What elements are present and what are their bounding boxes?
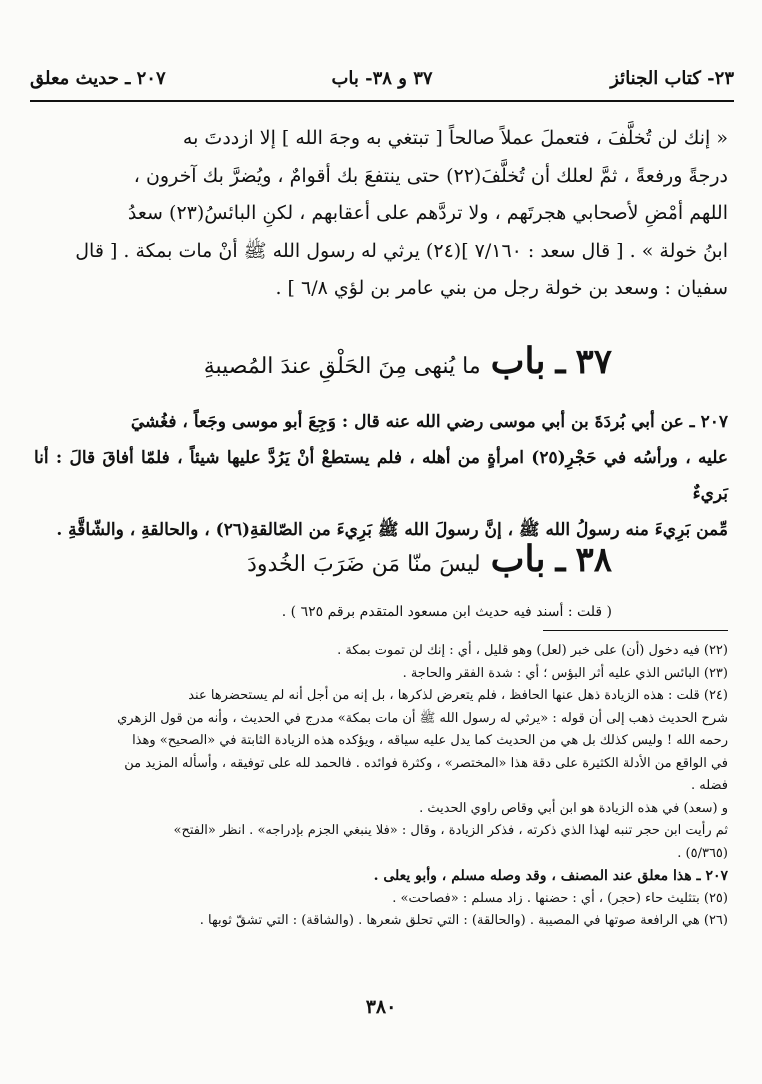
footnote-line: ٢٠٧ ـ هذا معلق عند المصنف ، وقد وصله مسلم ، وأبو يعلى . <box>373 868 728 884</box>
hadith-line: مِّمن بَرِيءَ منه رسولُ الله ﷺ ، إنَّ رسولَ الله ﷺ بَرِيءَ من الصّالقةِ(٢٦) ، والحالقةِ ، والشّاقَّةِ . <box>56 520 728 540</box>
footnote-line: (٢٣) البائس الذي عليه أثر البؤس ؛ أي : شدة الفقر والحاجة . <box>402 665 728 681</box>
main-text-line: اللهم أمْضِ لأصحابي هجرتَهم ، ولا تردَّهم على أعقابهم ، لكنِ البائسُ(٢٣) سعدُ <box>127 202 728 224</box>
header-chapter: ٣٧ و ٣٨- باب <box>331 67 433 89</box>
main-text-line: درجةً ورفعةً ، ثمَّ لعلك أن تُخلَّفَ(٢٢) حتى ينتفعَ بك أقوامٌ ، ويُضرَّ بك آخرون ، <box>133 164 728 187</box>
footnote-line: (٢٦) هي الرافعة صوتها في المصيبة . (والحالقة) : التي تحلق شعرها . (والشاقة) : التي تشقّ ثوبها . <box>199 913 728 928</box>
chapter-title: ما يُنهى مِنَ الحَلْقِ عندَ المُصيبةِ <box>203 354 481 379</box>
main-text <box>34 120 728 308</box>
main-text-line: « إنك لن تُخلَّفَ ، فتعملَ عملاً صالحاً [ تبتغي به وجهَ الله ] إلا ازددتَ به <box>182 127 728 149</box>
running-header <box>30 58 734 98</box>
main-text-line: ابنُ خولة » . [ قال سعد : ٧/١٦٠ ](٢٤) يرثي له رسول الله ﷺ أنْ مات بمكة . [ قال <box>75 239 728 262</box>
footnote-line: (٢٢) فيه دخول (أن) على خبر (لعل) وهو قليل ، أي : إنك لن تموت بمكة . <box>337 643 728 658</box>
footnote-line: (٥/٣٦٥) . <box>677 845 728 861</box>
header-rule <box>30 100 734 102</box>
footnote-line: في الواقع من الأدلة الكثيرة على دقة هذا «المختصر» ، وكثرة فوائده . فالحمد لله على توفيقه ، وأسأله المزيد من <box>124 755 728 771</box>
hadith-line: ٢٠٧ ـ عن أبي بُردَةَ بن أبي موسى رضي الله عنه قال : وَجِعَ أبو موسى وجَعاً ، فغُشيَ <box>130 412 728 432</box>
chapter-word: باب <box>490 340 546 382</box>
hadith-207 <box>34 404 728 548</box>
chapter-heading-38 <box>247 538 612 590</box>
chapter-title: ليسَ منّا مَن ضَرَبَ الخُدودَ <box>247 552 481 577</box>
chapter-dash: ـ <box>555 342 566 382</box>
header-book-title: ٢٣- كتاب الجنائز <box>610 67 734 89</box>
footnotes <box>34 640 728 933</box>
footnote-line: و (سعد) في هذه الزيادة هو ابن أبي وقاص راوي الحديث . <box>419 800 728 816</box>
chapter-heading-37 <box>204 340 612 392</box>
hadith-line: عليه ، ورأسُه في حَجْرِ(٢٥) امرأةٍ من أهله ، فلم يستطعْ أنْ يَرُدَّ عليها شيئاً ، فلمّا أفاقَ قالَ : أنا بَريءٌ <box>34 448 728 504</box>
chapter-dash: ـ <box>555 540 566 580</box>
chapter-word: باب <box>490 538 546 580</box>
chapter-number: ٣٨ <box>575 540 612 580</box>
footnote-line: (٢٥) بتثليث حاء (حجر) ، أي : حضنها . زاد مسلم : «فصاحت» . <box>392 890 728 906</box>
header-hadith-ref: ٢٠٧ ـ حديث معلق <box>30 67 166 89</box>
footnote-line: فضله . <box>690 778 728 793</box>
page-number: ٣٨٠ <box>365 996 397 1018</box>
main-text-line: سفيان : وسعد بن خولة رجل من بني عامر بن لؤي ٦/٨ ] . <box>275 277 728 299</box>
footnote-line: ثم رأيت ابن حجر تنبه لهذا الذي ذكرته ، فذكر الزيادة ، وقال : «فلا ينبغي الجزم بإدراجه» . انظر «الفتح» <box>173 823 728 838</box>
chapter-number: ٣٧ <box>575 342 612 382</box>
footnote-rule <box>543 630 728 631</box>
editor-note: ( قلت : أسند فيه حديث ابن مسعود المتقدم برقم ٦٢٥ ) . <box>281 604 612 620</box>
footnote-line: شرح الحديث ذهب إلى أن قوله : «يرثي له رسول الله ﷺ أن مات بمكة» مدرج في الحديث ، وأنه من قول الزهري <box>117 710 728 726</box>
footnote-line: رحمه الله ! وليس كذلك بل هي من الحديث كما يدل عليه سياقه ، ويؤكده هذه الزيادة الثابتة في «الصحيح» وهذا <box>132 733 728 748</box>
footnote-line: (٢٤) قلت : هذه الزيادة ذهل عنها الحافظ ، فلم يتعرض لذكرها ، بل إنه من أجل أنه لم يستحضرها عند <box>188 688 728 703</box>
